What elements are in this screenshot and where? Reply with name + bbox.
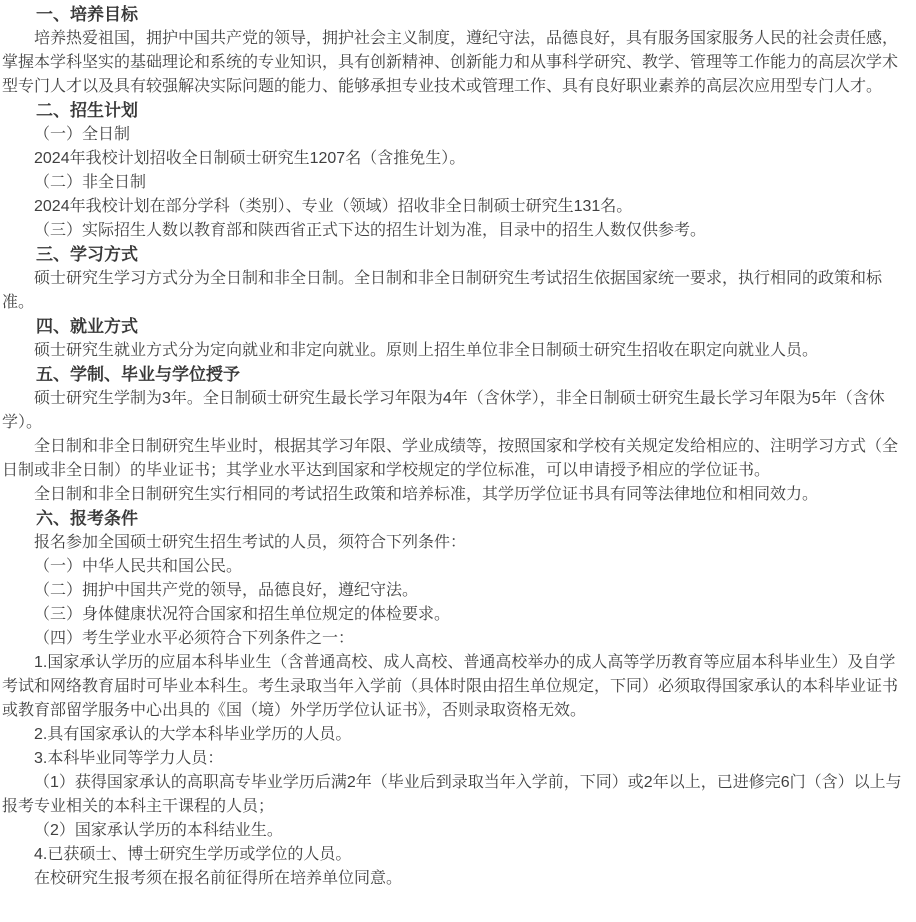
para-fulltime-label: （一）全日制 [34, 126, 131, 143]
para-academic-cond-4: 4.已获硕士、博士研究生学历或学位的人员。 [34, 846, 352, 863]
section-heading-schooling-degree: 五、学制、毕业与学位授予 [36, 365, 240, 384]
para-academic-cond-3-1: （1）获得国家承认的高职高专毕业学历后满2年（毕业后到录取当年入学前，下同）或2年以上，已进修完6门（含）以上与报考专业相关的本科主干课程的人员； [2, 774, 902, 815]
section-heading-training-goal: 一、培养目标 [36, 5, 138, 24]
para-academic-cond-2: 2.具有国家承认的大学本科毕业学历的人员。 [34, 726, 352, 743]
section-heading-application-requirements: 六、报考条件 [36, 509, 138, 528]
section-heading-employment-mode: 四、就业方式 [36, 317, 138, 336]
para-requirement-academic-intro: （四）考生学业水平必须符合下列条件之一： [34, 630, 355, 647]
para-equal-validity: 全日制和非全日制研究生实行相同的考试招生政策和培养标准，其学历学位证书具有同等法律地位和相同效力。 [34, 486, 819, 503]
para-study-mode: 硕士研究生学习方式分为全日制和非全日制。全日制和非全日制研究生考试招生依据国家统一要求，执行相同的政策和标准。 [2, 270, 883, 311]
para-current-students-note: 在校研究生报考须在报名前征得所在培养单位同意。 [34, 870, 403, 887]
para-parttime-quota: 2024年我校计划在部分学科（类别）、专业（领域）招收非全日制硕士研究生131名。 [34, 198, 633, 215]
para-graduation-certificates: 全日制和非全日制研究生毕业时，根据其学习年限、学业成绩等，按照国家和学校有关规定发给相应的、注明学习方式（全日制或非全日制）的毕业证书；其学业水平达到国家和学校规定的学位标准，可以申请授予相应的学位证书。 [2, 438, 899, 479]
para-academic-cond-3-2: （2）国家承认学历的本科结业生。 [34, 822, 283, 839]
para-requirements-intro: 报名参加全国硕士研究生招生考试的人员，须符合下列条件： [34, 534, 467, 551]
para-requirement-political: （二）拥护中国共产党的领导，品德良好，遵纪守法。 [34, 582, 419, 599]
section-heading-enrollment-plan: 二、招生计划 [36, 101, 138, 120]
para-employment-mode: 硕士研究生就业方式分为定向就业和非定向就业。原则上招生单位非全日制硕士研究生招收在职定向就业人员。 [34, 342, 819, 359]
para-requirement-health: （三）身体健康状况符合国家和招生单位规定的体检要求。 [34, 606, 451, 623]
para-academic-cond-1: 1.国家承认学历的应届本科毕业生（含普通高校、成人高校、普通高校举办的成人高等学历教育等应届本科毕业生）及自学考试和网络教育届时可毕业本科生。考生录取当年入学前（具体时限由招生单位规定，下同）必须取得国家承认的本科毕业证书或教育部留学服务中心出具的《国（境）外学历学位认证书》，否则录取资格无效。 [2, 654, 899, 719]
para-training-goal: 培养热爱祖国，拥护中国共产党的领导，拥护社会主义制度，遵纪守法，品德良好，具有服务国家服务人民的社会责任感，掌握本学科坚实的基础理论和系统的专业知识，具有创新精神、创新能力和从事科学研究、教学、管理等工作能力的高层次学术型专门人才以及具有较强解决实际问题的能力、能够承担专业技术或管理工作、具有良好职业素养的高层次应用型专门人才。 [2, 30, 899, 95]
para-requirement-citizen: （一）中华人民共和国公民。 [34, 558, 243, 575]
para-academic-cond-3: 3.本科毕业同等学力人员： [34, 750, 224, 767]
para-quota-note: （三）实际招生人数以教育部和陕西省正式下达的招生计划为准，目录中的招生人数仅供参考。 [34, 222, 707, 239]
section-heading-study-mode: 三、学习方式 [36, 245, 138, 264]
para-parttime-label: （二）非全日制 [34, 174, 147, 191]
para-schooling-years: 硕士研究生学制为3年。全日制硕士研究生最长学习年限为4年（含休学），非全日制硕士研究生最长学习年限为5年（含休学）。 [2, 390, 885, 431]
para-fulltime-quota: 2024年我校计划招收全日制硕士研究生1207名（含推免生）。 [34, 150, 466, 167]
